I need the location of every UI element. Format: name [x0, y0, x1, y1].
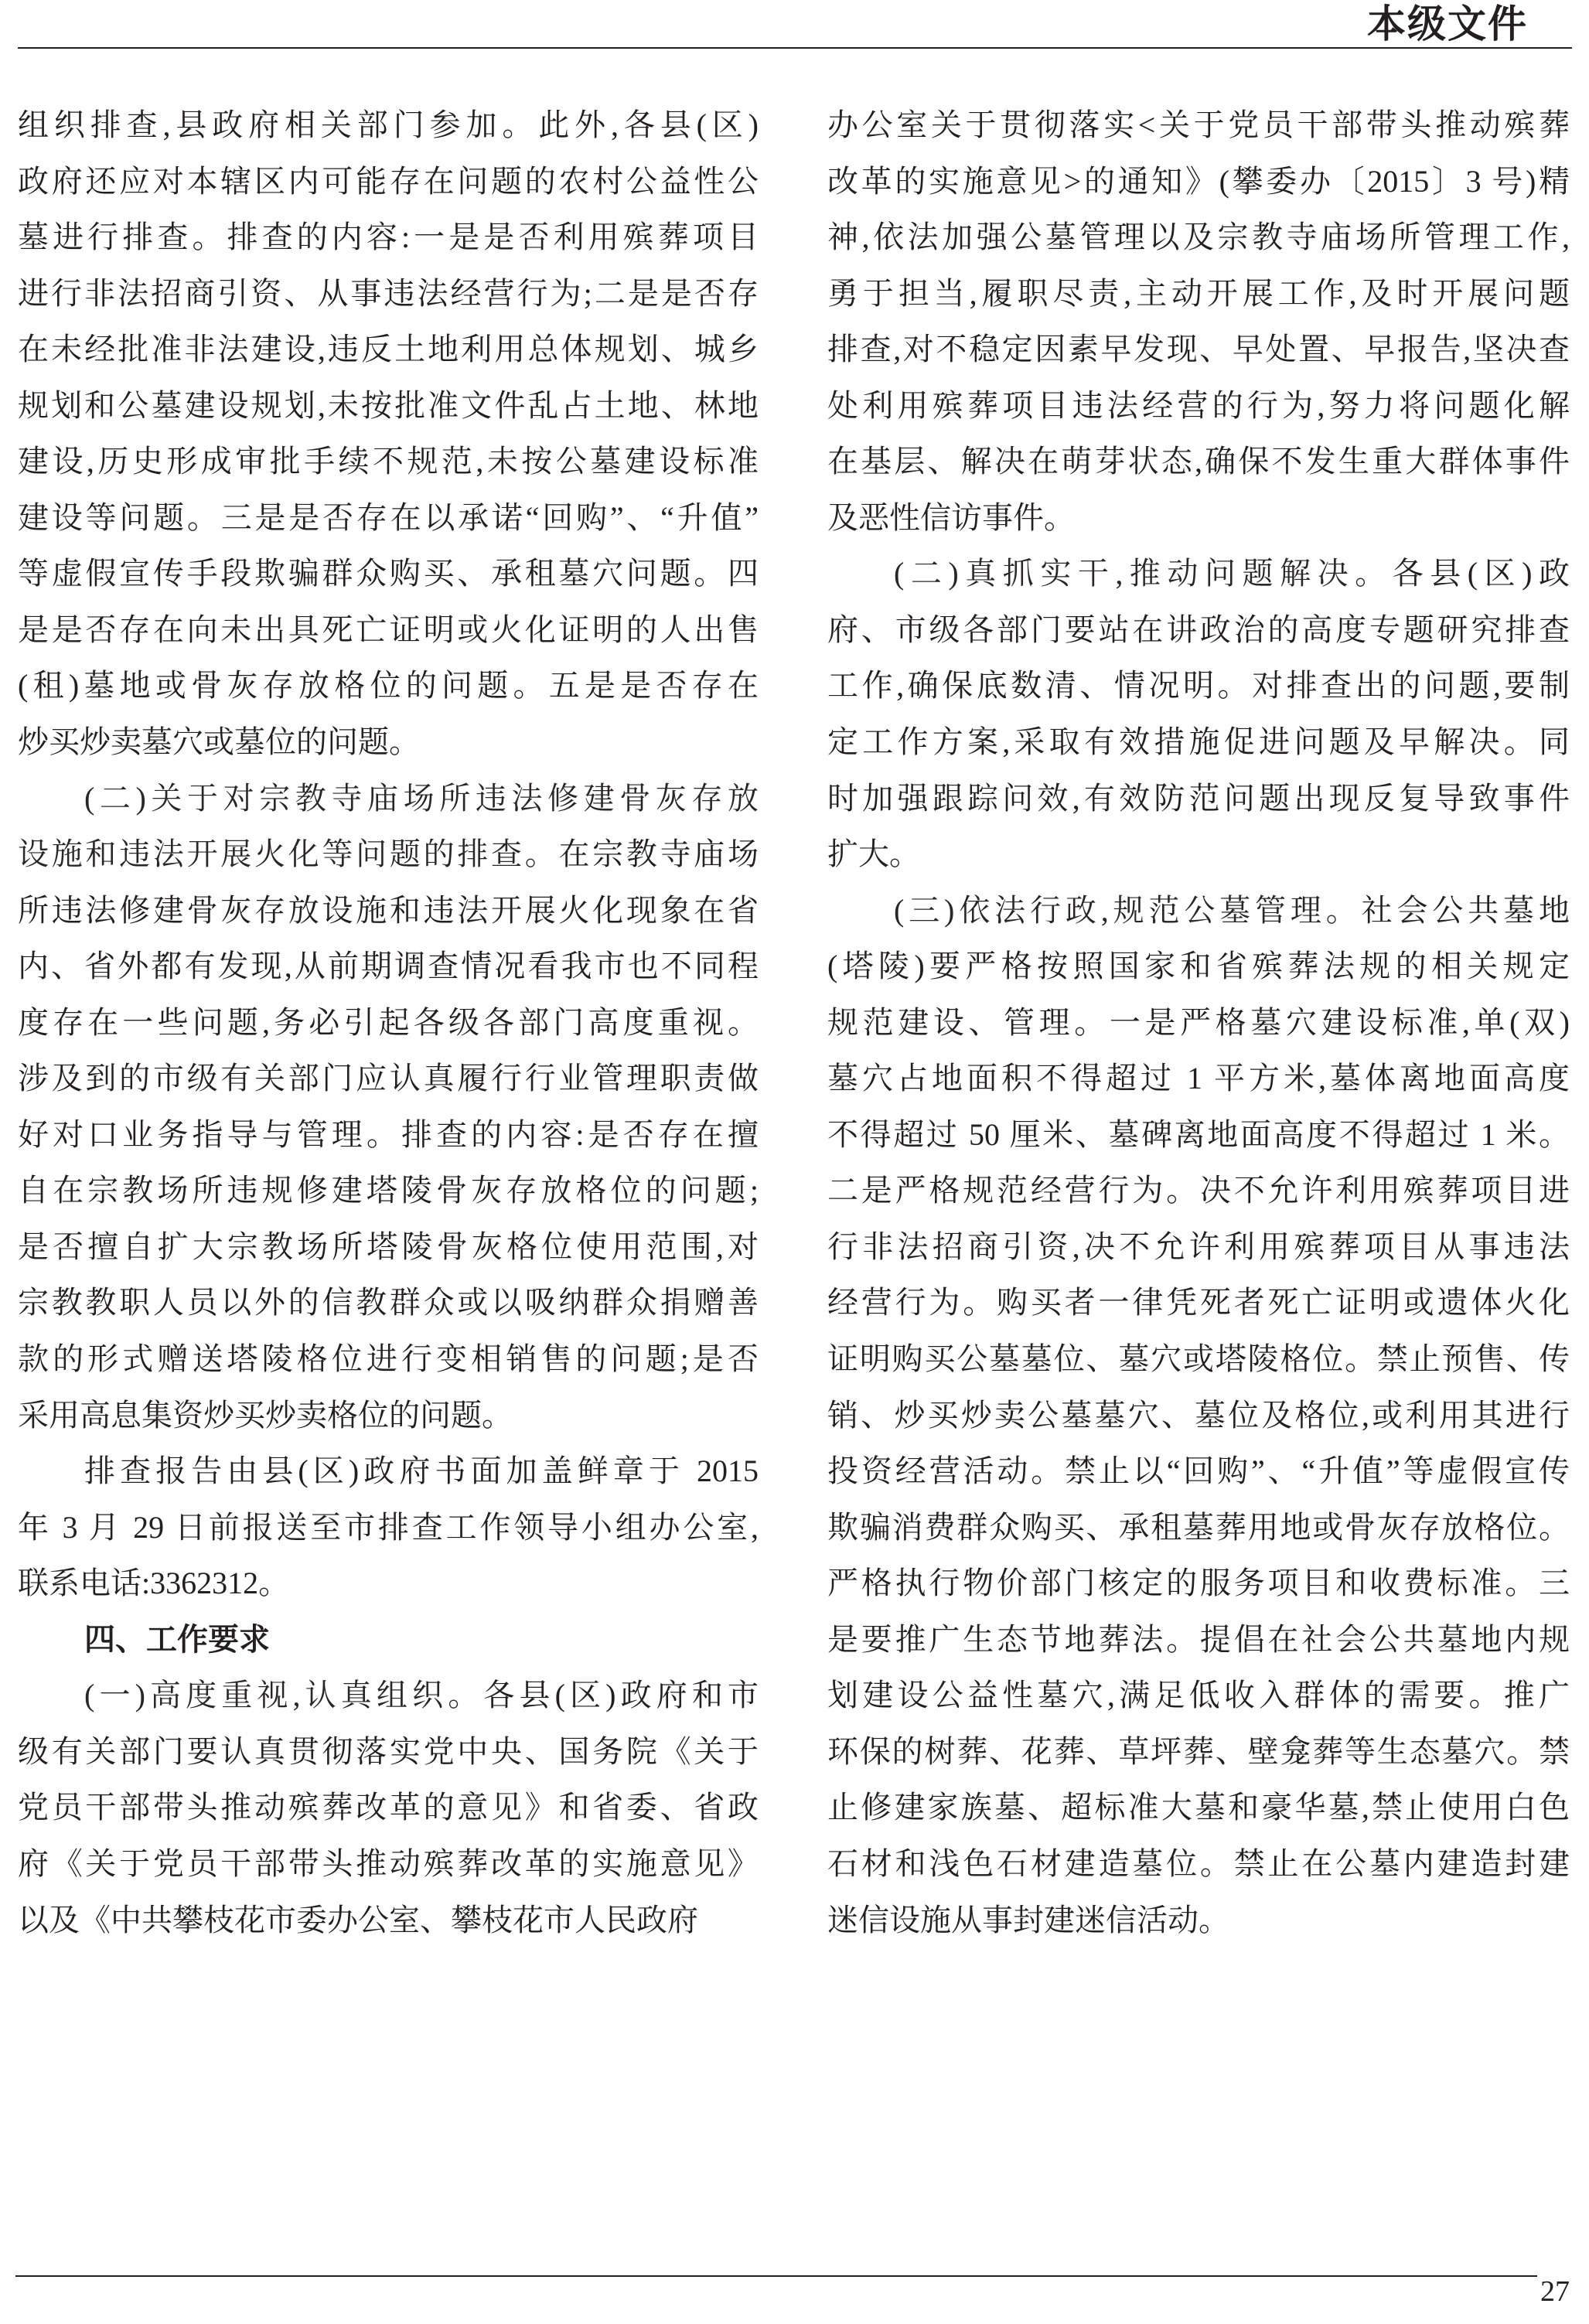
text-line: [18, 714, 759, 771]
line-text: 款的形式赠送塔陵格位进行变相销售的问题;是否: [18, 1341, 759, 1377]
text-line: [827, 1051, 1570, 1107]
line-text: 是要推广生态节地葬法。提倡在社会公共墓地内规: [827, 1621, 1570, 1657]
text-line: [827, 490, 1570, 547]
text-line: [18, 266, 759, 322]
line-text: 扩大。: [827, 837, 920, 872]
text-line: [827, 771, 1570, 827]
text-line: [827, 1668, 1570, 1724]
text-line: [827, 1556, 1570, 1612]
lead-phrase: (二)关于对宗教寺庙场所违法修建骨灰存放: [84, 780, 759, 816]
text-line: [18, 771, 759, 827]
text-line: [827, 1163, 1570, 1219]
line-text: 行非法招商引资,决不允许利用殡葬项目从事违法: [827, 1228, 1570, 1264]
line-text: 定工作方案,采取有效措施促进问题及早解决。同: [827, 724, 1570, 760]
text-line: [18, 1556, 759, 1612]
text-line: [18, 1893, 759, 1949]
text-line: [827, 1331, 1570, 1388]
line-text: 在宗教寺庙场: [558, 837, 759, 872]
line-text: 销、炒买炒卖公墓墓穴、墓位及格位,或利用其进行: [827, 1397, 1570, 1433]
line-text: 自在宗教场所违规修建塔陵骨灰存放格位的问题;: [18, 1173, 759, 1208]
paragraph: [18, 771, 759, 1444]
line-text: 党员干部带头推动殡葬改革的意见》和省委、省政: [18, 1790, 759, 1825]
text-line: [18, 1500, 759, 1556]
text-line: [18, 883, 759, 939]
column-left: [18, 97, 759, 1948]
page-number: 27: [1540, 2275, 1570, 2308]
text-line: [18, 1612, 759, 1668]
line-text: 神,依法加强公墓管理以及宗教寺庙场所管理工作,: [827, 220, 1570, 255]
text-line: [18, 1051, 759, 1107]
column-right: [827, 97, 1570, 1948]
line-text: 采用高息集资炒买炒卖格位的问题。: [18, 1397, 513, 1433]
text-line: [18, 154, 759, 210]
text-line: [18, 658, 759, 714]
text-line: [18, 1724, 759, 1780]
text-line: [827, 826, 1570, 883]
text-line: [18, 546, 759, 602]
line-text: 是否擅自扩大宗教场所塔陵骨灰格位使用范围,对: [18, 1228, 759, 1264]
section-heading: [18, 1612, 759, 1668]
line-text: 办公室关于贯彻落实<关于党员干部带头推动殡葬: [827, 107, 1570, 142]
text-line: [18, 97, 759, 154]
paragraph: [18, 97, 759, 771]
text-line: [18, 378, 759, 434]
line-text: 在未经批准非法建设,违反土地利用总体规划、城乡: [18, 332, 759, 367]
line-text: 炒买炒卖墓穴或墓位的问题。: [18, 724, 420, 760]
line-text: 进行非法招商引资、从事违法经营行为;二是是否存: [18, 275, 759, 311]
text-line: [827, 1107, 1570, 1164]
line-text: 及恶性信访事件。: [827, 499, 1075, 535]
text-line: [827, 1836, 1570, 1893]
text-line: [827, 995, 1570, 1051]
text-line: [18, 1668, 759, 1724]
text-line: [827, 883, 1570, 939]
line-text: 宗教教职人员以外的信教群众或以吸纳群众捐赠善: [18, 1285, 759, 1320]
line-text: 墓进行排查。排查的内容:一是是否利用殡葬项目: [18, 220, 759, 255]
lead-phrase: (二)真抓实干,推动问题解决。: [894, 556, 1393, 591]
text-line: [18, 1331, 759, 1388]
line-text: 内、省外都有发现,从前期调查情况看我市也不同程: [18, 949, 759, 984]
text-line: [827, 714, 1570, 771]
text-line: [18, 1163, 759, 1219]
text-line: [827, 210, 1570, 266]
line-text: 是是否存在向未出具死亡证明或火化证明的人出售: [18, 612, 759, 647]
text-line: [827, 97, 1570, 154]
text-line: [18, 210, 759, 266]
text-line: [18, 1388, 759, 1444]
line-text: 经营行为。购买者一律凭死者死亡证明或遗体火化: [827, 1285, 1570, 1320]
line-text: 联系电话:3362312。: [18, 1566, 290, 1601]
line-text: 欺骗消费群众购买、承租墓葬用地或骨灰存放格位。: [827, 1509, 1570, 1545]
text-line: [18, 1780, 759, 1836]
line-text: 社会公共墓地: [1361, 892, 1570, 928]
line-text: 石材和浅色石材建造墓位。禁止在公墓内建造封建: [827, 1845, 1570, 1881]
line-text: 度存在一些问题,务必引起各级各部门高度重视。: [18, 1004, 759, 1040]
line-text: 以及《中共攀枝花市委办公室、攀枝花市人民政府: [18, 1902, 698, 1937]
paragraph: [827, 883, 1570, 1948]
line-text: 建设,历史形成审批手续不规范,未按公墓建设标准: [18, 444, 759, 479]
line-text: 建设等问题。三是是否存在以承诺“回购”、“升值”: [18, 499, 759, 535]
text-line: [827, 1500, 1570, 1556]
text-line: [18, 1107, 759, 1164]
line-text: 二是严格规范经营行为。决不允许利用殡葬项目进: [827, 1173, 1570, 1208]
text-line: [18, 322, 759, 378]
line-text: 排查报告由县(区)政府书面加盖鲜章于 2015: [84, 1453, 759, 1489]
text-line: [18, 1275, 759, 1331]
lead-phrase: 设施和违法开展火化等问题的排查。: [18, 837, 559, 872]
line-text: 勇于担当,履职尽责,主动开展工作,及时开展问题: [827, 275, 1570, 311]
line-text: 止修建家族墓、超标准大墓和豪华墓,禁止使用白色: [827, 1790, 1570, 1825]
text-line: [827, 658, 1570, 714]
line-text: 涉及到的市级有关部门应认真履行行业管理职责做: [18, 1061, 759, 1096]
text-line: [18, 490, 759, 547]
text-line: [18, 602, 759, 659]
line-text: 环保的树葬、花葬、草坪葬、壁龛葬等生态墓穴。禁: [827, 1733, 1570, 1769]
line-text: 年 3 月 29 日前报送至市排查工作领导小组办公室,: [18, 1509, 759, 1545]
line-text: 时加强跟踪问效,有效防范问题出现反复导致事件: [827, 780, 1570, 816]
running-header-title: 本级文件: [1367, 2, 1528, 46]
line-text: 不得超过 50 厘米、墓碑离地面高度不得超过 1 米。: [827, 1116, 1570, 1152]
text-line: [827, 1724, 1570, 1780]
text-line: [18, 1836, 759, 1893]
line-text: 政府还应对本辖区内可能存在问题的农村公益性公: [18, 163, 759, 199]
text-line: [827, 1219, 1570, 1276]
line-text: 迷信设施从事封建迷信活动。: [827, 1902, 1229, 1937]
line-text: 所违法修建骨灰存放设施和违法开展火化现象在省: [18, 892, 759, 928]
line-text: 组织排查,县政府相关部门参加。此外,各县(区): [18, 107, 759, 142]
line-text: 府、市级各部门要站在讲政治的高度专题研究排查: [827, 612, 1570, 647]
text-line: [827, 1893, 1570, 1949]
line-text: 严格执行物价部门核定的服务项目和收费标准。三: [827, 1566, 1570, 1601]
line-text: 好对口业务指导与管理。排查的内容:是否存在擅: [18, 1116, 759, 1152]
text-line: [827, 1443, 1570, 1500]
line-text: 各县(区)政府和市: [483, 1678, 759, 1713]
line-text: 投资经营活动。禁止以“回购”、“升值”等虚假宣传: [827, 1453, 1570, 1489]
line-text: 在基层、解决在萌芽状态,确保不发生重大群体事件: [827, 444, 1570, 479]
line-text: (租)墓地或骨灰存放格位的问题。五是是否存在: [18, 668, 759, 704]
text-line: [827, 154, 1570, 210]
line-text: (塔陵)要严格按照国家和省殡葬法规的相关规定: [827, 949, 1570, 984]
text-line: [827, 546, 1570, 602]
line-text: 改革的实施意见>的通知》(攀委办〔2015〕3 号)精: [827, 163, 1570, 199]
line-text: 级有关部门要认真贯彻落实党中央、国务院《关于: [18, 1733, 759, 1769]
line-text: 墓穴占地面积不得超过 1 平方米,墓体离地面高度: [827, 1061, 1570, 1096]
text-line: [18, 1219, 759, 1276]
line-text: 证明购买公墓墓位、墓穴或塔陵格位。禁止预售、传: [827, 1341, 1570, 1377]
line-text: 处利用殡葬项目违法经营的行为,努力将问题化解: [827, 387, 1570, 423]
text-line: [18, 1443, 759, 1500]
text-line: [827, 1612, 1570, 1668]
line-text: 各县(区)政: [1392, 556, 1570, 591]
line-text: 划建设公益性墓穴,满足低收入群体的需要。推广: [827, 1678, 1570, 1713]
text-line: [827, 322, 1570, 378]
line-text: 四、工作要求: [84, 1622, 270, 1657]
line-text: 排查,对不稳定因素早发现、早处置、早报告,坚决查: [827, 332, 1570, 367]
paragraph: [827, 97, 1570, 546]
lead-phrase: (三)依法行政,规范公墓管理。: [894, 892, 1362, 928]
text-line: [18, 434, 759, 490]
paragraph: [18, 1668, 759, 1948]
text-line: [827, 378, 1570, 434]
header-rule: [18, 47, 1572, 49]
text-line: [827, 434, 1570, 490]
text-line: [18, 995, 759, 1051]
line-text: 规范建设、管理。一是严格墓穴建设标准,单(双): [827, 1004, 1570, 1040]
text-line: [827, 1780, 1570, 1836]
paragraph: [827, 546, 1570, 882]
text-line: [827, 602, 1570, 659]
lead-phrase: (一)高度重视,认真组织。: [84, 1678, 484, 1713]
footer-rule: [15, 2275, 1537, 2277]
text-line: [18, 826, 759, 883]
text-line: [827, 1388, 1570, 1444]
text-line: [827, 1275, 1570, 1331]
line-text: 等虚假宣传手段欺骗群众购买、承租墓穴问题。四: [18, 556, 759, 591]
paragraph: [18, 1443, 759, 1612]
text-line: [827, 939, 1570, 995]
line-text: 规划和公墓建设规划,未按批准文件乱占土地、林地: [18, 387, 759, 423]
line-text: 工作,确保底数清、情况明。对排查出的问题,要制: [827, 668, 1570, 704]
line-text: 府《关于党员干部带头推动殡葬改革的实施意见》: [18, 1845, 759, 1881]
text-line: [18, 939, 759, 995]
text-line: [827, 266, 1570, 322]
